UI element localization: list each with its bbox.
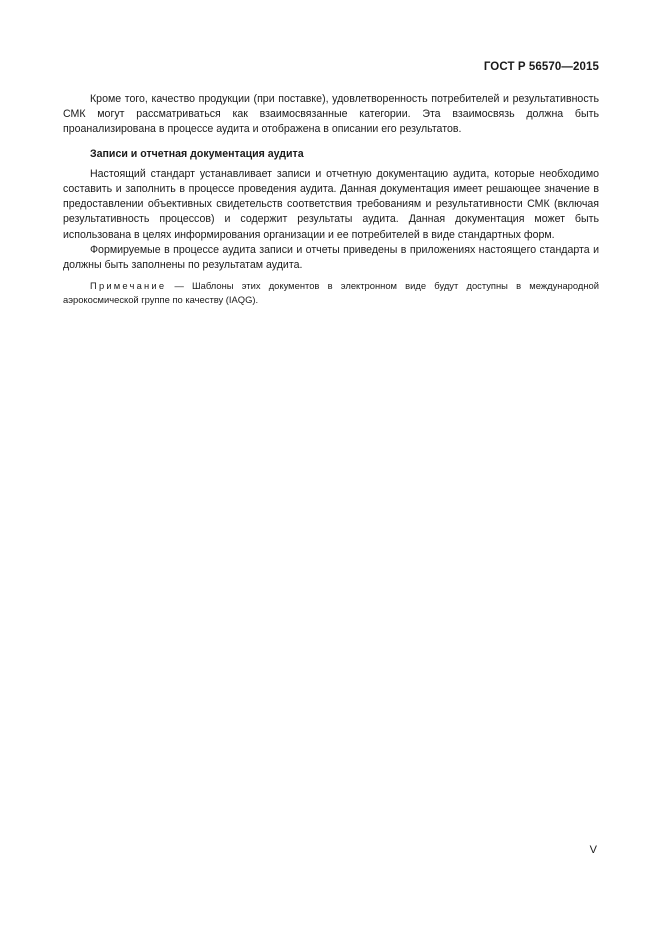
paragraph-appendices: Формируемые в процессе аудита записи и отчеты приведены в приложениях настоящего стандарта и должны быть заполнены по результатам аудита. — [63, 243, 599, 272]
document-code-header: ГОСТ Р 56570—2015 — [483, 61, 599, 73]
section-heading: Записи и отчетная документация аудита — [90, 147, 304, 160]
document-body — [63, 92, 599, 307]
paragraph-audit-records: Настоящий стандарт устанавливает записи и отчетную документацию аудита, которые необходимо составить и заполнить в процессе проведения аудита. Данная документация имеет решающее значение в предоставлении объективных свидетельств соответствия требованиям и результативности СМК (включая результативность процессов) и содержит результаты аудита. Данная документация может быть использована в целях информирования организации и ее потребителей в виде стандартных форм. — [63, 167, 599, 241]
paragraph-quality-relationship: Кроме того, качество продукции (при поставке), удовлетворенность потребителей и результативность СМК могут рассматриваться как взаимосвязанные категории. Эта взаимосвязь должна быть проанализирована в процессе аудита и отображена в описании его результатов. — [63, 93, 599, 136]
note — [63, 279, 599, 307]
note-text: Шаблоны этих документов в электронном виде будут доступны в международной аэрокосмической группе по качеству (IAQG). — [63, 280, 599, 306]
note-label: Примечание — [90, 280, 167, 292]
page-number: V — [589, 844, 597, 856]
note-dash: — — [166, 280, 193, 292]
